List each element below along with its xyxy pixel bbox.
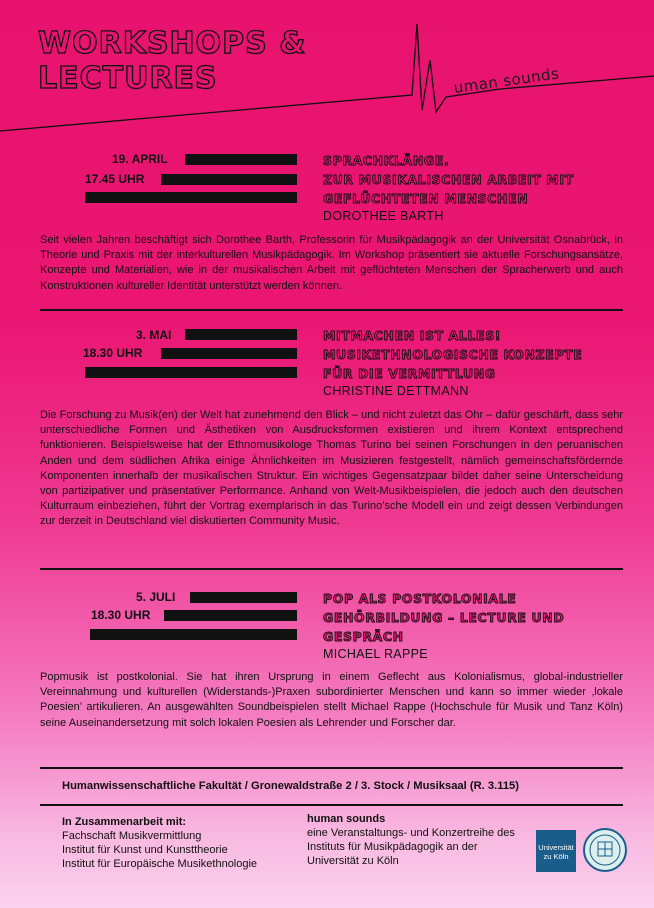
decorative-bar	[161, 174, 297, 185]
page-title: WORKSHOPS & LECTURES	[38, 26, 307, 96]
university-seal-icon	[582, 827, 628, 873]
event-time: 18.30 UHR	[83, 346, 143, 360]
hs-heading: human sounds	[307, 813, 386, 825]
event-description: Die Forschung zu Musik(en) der Welt hat zunehmend den Blick – und nicht zuletzt das Ohr – dafür geschärft, dass sehr unterschiedliche Formen und Ästhetiken von Ausdrucksformen existieren und ihrem Kontext entsprechend funktionieren. Beispielsweise hat der Ethnomusikologe Thomas Turino bei seinen Forschungen in den peruanischen Anden und dem südlichen Afrika einige Ähnlichkeiten im Musizieren festgestellt, nämlich gemeinschaftsfördernde Komponenten innerhalb der musikalischen Struktur. Ein wichtiges Gegensatzpaar bildet daher seine Unterscheidung von partizipativer und präsentativer Performance. Anhand von Welt-Musikbeispielen, die jedoch auch den deutschen Kulturraum einbeziehen, führt der Vortrag exemplarisch in das Turino’sche Modell ein und zeigt dessen Verbindungen zur derzeit in Deutschland viel diskutierten Community Music.	[40, 409, 623, 528]
event-speaker: CHRISTINE DETTMANN	[323, 384, 469, 398]
collab-partner: Institut für Europäische Musikethnologie	[62, 858, 258, 870]
university-logo: Universität zu Köln	[536, 830, 576, 872]
decorative-bar	[90, 629, 297, 640]
divider	[40, 568, 623, 570]
event-title: MITMACHEN IST ALLES! MUSIKETHNOLOGISCHE KONZEPTE FÜR DIE VERMITTLUNG	[323, 328, 583, 381]
hs-description: eine Veranstaltungs- und Konzertreihe des Instituts für Musikpädagogik an der Universität zu Köln	[307, 827, 515, 867]
event-time: 17.45 UHR	[85, 172, 145, 186]
event-date: 19. APRIL	[112, 152, 168, 166]
decorative-bar	[161, 348, 297, 359]
divider	[40, 804, 623, 806]
decorative-bar	[164, 610, 297, 621]
event-date: 3. MAI	[136, 328, 172, 342]
event-title: SPRACHKLÄNGE. ZUR MUSIKALISCHEN ARBEIT MIT GEFLÜCHTETEN MENSCHEN	[323, 153, 574, 206]
venue-address: Humanwissenschaftliche Fakultät / Gronewaldstraße 2 / 3. Stock / Musiksaal (R. 3.115)	[62, 780, 519, 792]
decorative-bar	[85, 192, 297, 203]
divider	[40, 309, 623, 311]
event-date: 5. JULI	[136, 590, 176, 604]
brand-wordmark: uman sounds	[452, 64, 561, 97]
decorative-bar	[185, 329, 297, 340]
event-description: Seit vielen Jahren beschäftigt sich Dorothee Barth, Professorin für Musikpädagogik an der Universität Osnabrück, in Theorie und Praxis mit der interkulturellen Musikpädagogik. Im Workshop präsentiert sie aktuelle Forschungsansätze, Konzepte und Materialien, wie in der musikalischen Arbeit mit geflüchteten Menschen der Spracherwerb und auch Konstruktionen kultureller Identität unterstützt werden können.	[40, 234, 623, 292]
human-sounds-block	[307, 812, 529, 868]
decorative-bar	[85, 367, 297, 378]
decorative-bar	[190, 592, 297, 603]
decorative-bar	[185, 154, 297, 165]
event-title: POP ALS POSTKOLONIALE GEHÖRBILDUNG – LECTURE UND GESPRÄCH	[323, 591, 565, 644]
event-description: Popmusik ist postkolonial. Sie hat ihren Ursprung in einem Geflecht aus Kolonialismus, global-industrieller Vereinnahmung und kulturellen (Widerstands-)Praxen subordinierter Menschen und kann so immer wieder ‚lokale Poesien’ artikulieren. An ausgewählten Soundbeispielen stellt Michael Rappe (Hochschule für Musik und Tanz Köln) seine Auseinandersetzung mit solch lokalen Poesien als Lehrender und Forscher dar.	[40, 671, 623, 729]
event-speaker: DOROTHEE BARTH	[323, 209, 444, 223]
collaboration-block	[62, 815, 257, 871]
divider	[40, 767, 623, 769]
event-speaker: MICHAEL RAPPE	[323, 647, 428, 661]
collab-partner: Fachschaft Musikvermittlung	[62, 830, 202, 842]
event-time: 18.30 UHR	[91, 608, 151, 622]
collab-heading: In Zusammenarbeit mit:	[62, 816, 187, 828]
collab-partner: Institut für Kunst und Kunsttheorie	[62, 844, 228, 856]
